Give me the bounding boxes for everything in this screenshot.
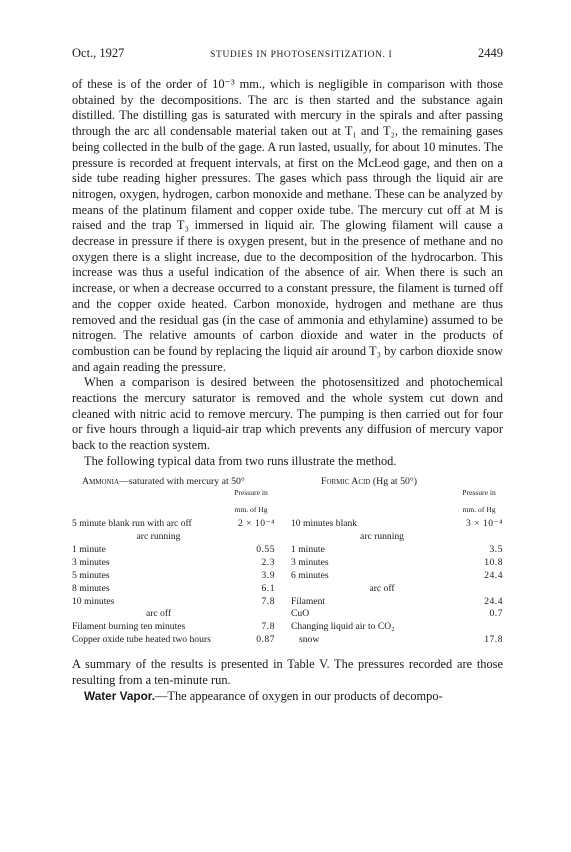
formic-col-head-line1: Pressure in <box>462 488 496 498</box>
row-label: 10 minutes <box>72 595 115 607</box>
row-label: Copper oxide tube heated two hours <box>72 634 211 646</box>
ammonia-col-head-line2: mm. of Hg <box>234 504 268 514</box>
row-label: 1 minute <box>72 543 106 555</box>
running-title: STUDIES IN PHOTOSENSITIZATION. I <box>210 50 393 60</box>
row-label: Changing liquid air to CO₂ <box>291 621 395 633</box>
ammonia-table <box>72 476 275 648</box>
row-label: 10 minutes blank <box>291 518 358 530</box>
header-date: Oct., 1927 <box>72 46 125 60</box>
paragraph-5 <box>72 689 503 705</box>
row-value: 0.7 <box>489 608 503 620</box>
data-tables <box>72 476 503 648</box>
row-value: 24.4 <box>484 569 503 581</box>
row-value <box>473 531 503 544</box>
row-value <box>245 531 275 544</box>
table-row <box>72 583 275 596</box>
row-value: 7.8 <box>261 621 275 633</box>
table-row <box>72 531 275 544</box>
table-row <box>291 608 503 621</box>
row-label: arc off <box>145 608 172 620</box>
table-row <box>291 544 503 557</box>
paragraph-2: When a comparison is desired between the photosensitized and photochemical reactions the mercury saturator is removed and the whole system cut down and cleaned with nitric acid to remove mercury. The pumping is then carried out for four or five hours through a liquid-air trap which prevents any diffusion of mercury vapor back to the reaction system. <box>72 375 503 453</box>
formic-title-rest: (Hg at 50°) <box>370 475 418 487</box>
row-value: 2 × 10⁻⁴ <box>237 518 275 530</box>
ammonia-column-header <box>72 489 275 514</box>
table-row <box>291 634 503 647</box>
section-heading-water-vapor: Water Vapor. <box>84 688 156 703</box>
row-value: 3 × 10⁻⁴ <box>465 518 503 530</box>
row-label: 1 minute <box>291 543 325 555</box>
row-value <box>473 583 503 596</box>
row-label: Filament burning ten minutes <box>72 621 186 633</box>
ammonia-rows <box>72 518 275 647</box>
formic-acid-table <box>291 476 503 648</box>
formic-column-header <box>291 489 503 514</box>
table-row <box>72 634 275 647</box>
row-label: CuO <box>291 608 310 620</box>
table-row <box>291 518 503 531</box>
row-value <box>473 621 503 634</box>
table-row <box>72 557 275 570</box>
table-row <box>291 531 503 544</box>
table-row <box>291 621 503 634</box>
row-value: 17.8 <box>484 634 503 646</box>
row-value: 0.87 <box>256 634 275 646</box>
row-value: 2.3 <box>261 556 275 568</box>
paragraph-4: A summary of the results is presented in Table V. The pressures recorded are those resulting from a ten-minute run. <box>72 657 503 687</box>
table-row <box>72 544 275 557</box>
running-header <box>72 46 503 61</box>
table-row <box>72 608 275 621</box>
row-value: 24.4 <box>484 595 503 607</box>
row-value: 3.5 <box>489 543 503 555</box>
ammonia-table-title <box>82 476 275 489</box>
row-label: 3 minutes <box>72 556 110 568</box>
paragraph-3: The following typical data from two runs illustrate the method. <box>84 453 397 468</box>
row-label: 5 minutes <box>72 569 110 581</box>
row-label: arc running <box>136 531 181 542</box>
row-value <box>245 608 275 621</box>
ammonia-title-rest: —saturated with mercury at 50° <box>119 475 245 487</box>
paragraph-1: of these is of the order of 10⁻³ mm., which is negligible in comparison with those obtained by the decompositions. The arc is then started and the substance again distilled. The distilling gas is saturated with mercury in the spirals and after passing through the arc all condensable material taken out at T₁ and T₂, the remaining gases being collected in the bulb of the gage. A run lasted, usually, for about 10 minutes. The pressure is recorded at frequent intervals, at first on the McLeod gage, and then on a side tube reading higher pressures. The gases which pass through the liquid air are nitrogen, oxygen, hydrogen, carbon monoxide and methane. These can be analyzed by means of the platinum filament and copper oxide tube. The mercury cut off at M is raised and the trap T₃ immersed in liquid air. The glowing filament will cause a decrease in pressure if there is oxygen present, but in the presence of methane and no oxygen there is a slight increase, due to the decomposition of the hydrocarbon. This increase was thus a useful indication of the absence of air. When there is such an increase, or when a decrease occurred to a constant pressure, the filament is turned off and the copper oxide heated. Carbon monoxide, hydrogen and methane are thus removed and the residual gas (in the case of ammonia and ethylamine) assumed to be nitrogen. The relative amounts of carbon dioxide and water in the products of combustion can be found by replacing the liquid air around T₃ by carbon dioxide snow and again reading the pressure. <box>72 77 503 374</box>
formic-table-title <box>321 476 503 489</box>
table-row <box>291 557 503 570</box>
row-label: 3 minutes <box>291 556 329 568</box>
paragraph-5-text: —The appearance of oxygen in our products of decompo- <box>155 688 443 703</box>
row-label: arc off <box>369 582 395 594</box>
journal-page <box>72 46 503 704</box>
table-row <box>72 570 275 583</box>
ammonia-col-head-line1: Pressure in <box>234 488 268 498</box>
table-row <box>72 518 275 531</box>
formic-rows <box>291 518 503 647</box>
row-value: 3.9 <box>261 569 275 581</box>
table-row <box>291 570 503 583</box>
row-label: 6 minutes <box>291 569 329 581</box>
row-label: snow <box>299 634 320 646</box>
row-label: 8 minutes <box>72 582 110 594</box>
formic-col-head-line2: mm. of Hg <box>462 504 496 514</box>
row-label: Filament <box>291 595 326 607</box>
row-value: 10.8 <box>484 556 503 568</box>
row-label: arc running <box>360 531 404 542</box>
table-row <box>291 583 503 596</box>
page-number: 2449 <box>477 46 503 60</box>
table-row <box>72 596 275 609</box>
ammonia-title-name: Ammonia <box>82 475 120 487</box>
formic-title-name: Formic Acid <box>321 475 371 487</box>
table-row <box>291 596 503 609</box>
row-label: 5 minute blank run with arc off <box>72 518 192 530</box>
row-value: 6.1 <box>261 582 275 594</box>
row-value: 0.55 <box>256 543 275 555</box>
table-row <box>72 621 275 634</box>
row-value: 7.8 <box>261 595 275 607</box>
